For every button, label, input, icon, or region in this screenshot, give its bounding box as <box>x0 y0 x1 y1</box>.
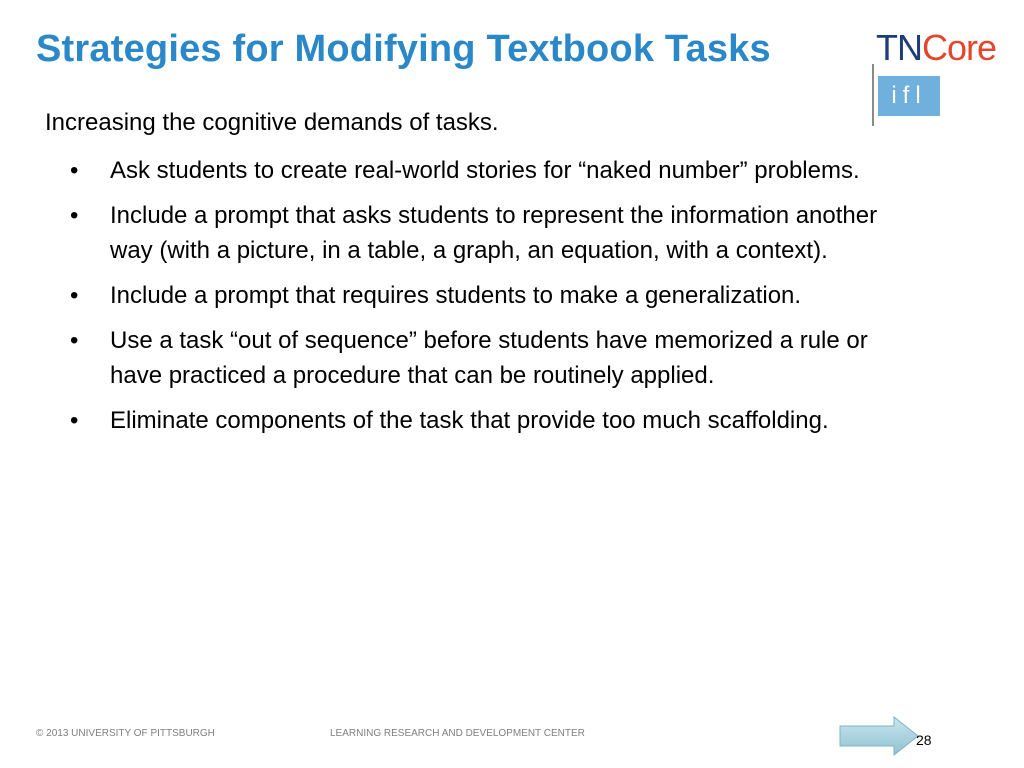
bullet-dot: • <box>70 407 79 434</box>
bullet-dot: • <box>70 282 79 309</box>
logo-tn-text: TN <box>876 27 922 68</box>
bullet-item <box>0 198 910 268</box>
bullet-dot: • <box>70 202 79 229</box>
ifl-badge: ifl <box>878 76 940 116</box>
bullet-text: Include a prompt that requires students to make a generalization. <box>110 282 802 309</box>
bullet-text: Use a task “out of sequence” before students have memorized a rule or have practiced a procedure that can be routinely applied. <box>110 327 868 389</box>
logo-divider <box>872 64 874 126</box>
bullet-item <box>0 153 910 188</box>
tncore-wordmark <box>876 28 996 68</box>
tncore-ifl-logo <box>868 28 1008 128</box>
bullet-list <box>0 153 1024 448</box>
intro-text: Increasing the cognitive demands of tasks. <box>45 109 499 136</box>
bullet-item <box>0 323 910 393</box>
bullet-item <box>0 403 910 438</box>
logo-core-text: Core <box>922 27 997 68</box>
footer-copyright: © 2013 UNIVERSITY OF PITTSBURGH <box>36 728 215 739</box>
footer-center-text: LEARNING RESEARCH AND DEVELOPMENT CENTER <box>330 728 585 739</box>
slide-number: 28 <box>916 732 932 748</box>
bullet-text: Eliminate components of the task that provide too much scaffolding. <box>110 407 829 434</box>
bullet-dot: • <box>70 327 79 354</box>
bullet-item <box>0 278 910 313</box>
bullet-dot: • <box>70 157 79 184</box>
bullet-text: Include a prompt that asks students to represent the information another way (with a picture, in a table, a graph, an equation, with a context). <box>110 202 878 264</box>
bullet-text: Ask students to create real-world stories for “naked number” problems. <box>110 157 860 184</box>
slide-title: Strategies for Modifying Textbook Tasks <box>36 28 771 70</box>
right-arrow-icon[interactable] <box>838 716 920 756</box>
